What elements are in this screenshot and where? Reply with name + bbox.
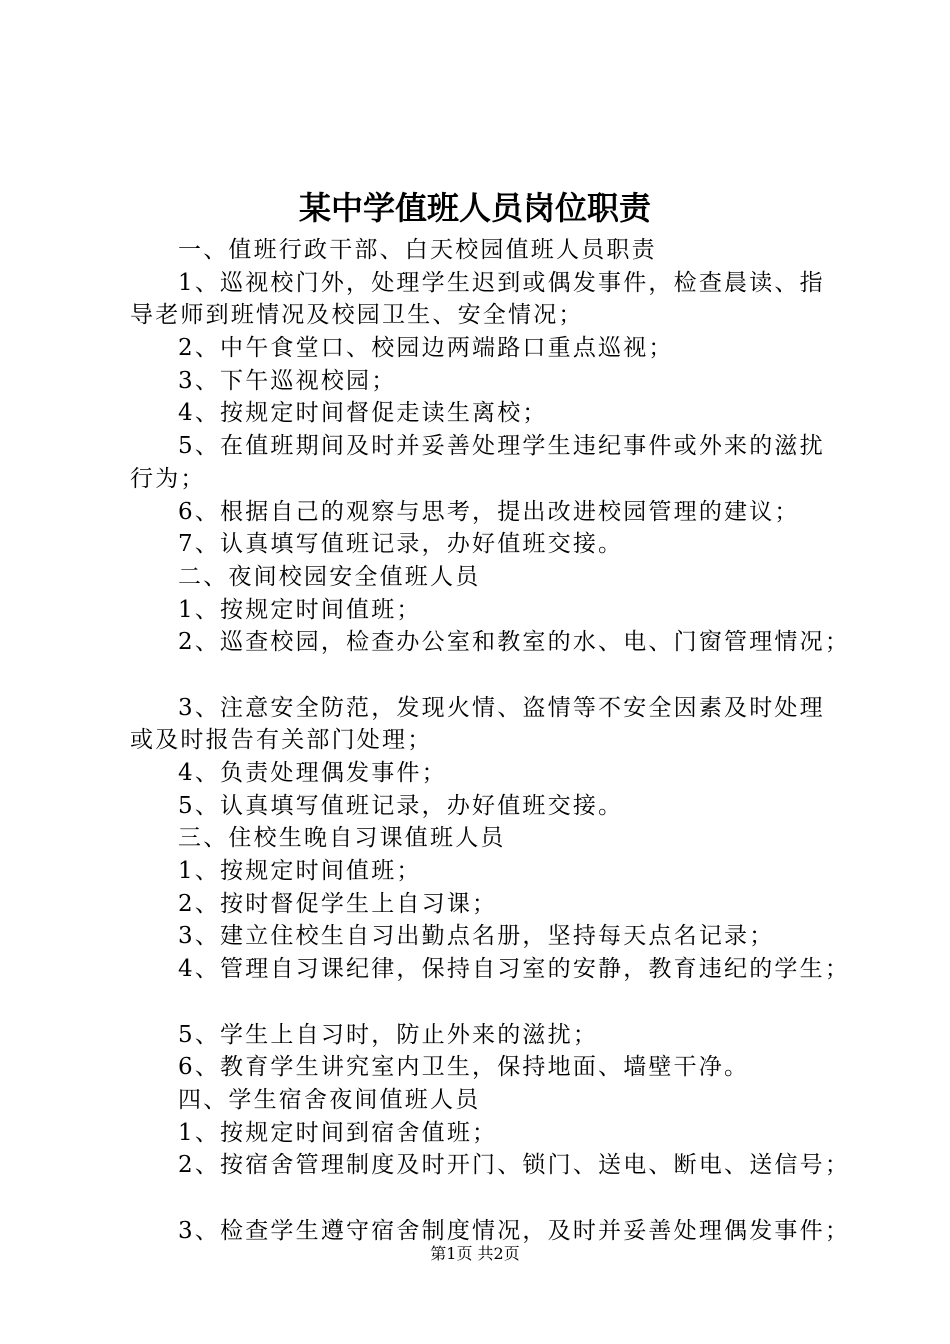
- blank-line: [130, 1182, 840, 1215]
- paragraph-line: 1、按规定时间值班；: [178, 858, 422, 885]
- section-heading: 一、值班行政干部、白天校园值班人员职责: [178, 237, 657, 263]
- paragraph-line: 6、根据自己的观察与思考，提出改进校园管理的建议；: [178, 498, 800, 525]
- paragraph-line: 3、检查学生遵守宿舍制度情况，及时并妥善处理偶发事件；: [178, 1217, 851, 1244]
- paragraph-line: 7、认真填写值班记录，办好值班交接。: [178, 531, 624, 558]
- paragraph-line: 5、认真填写值班记录，办好值班交接。: [178, 792, 624, 819]
- paragraph-line: 3、建立住校生自习出勤点名册，坚持每天点名记录；: [178, 923, 775, 950]
- section-heading: 三、住校生晚自习课值班人员: [178, 825, 506, 852]
- paragraph-line: 2、按宿舍管理制度及时开门、锁门、送电、断电、送信号；: [178, 1152, 851, 1179]
- paragraph-line: 行为；: [130, 465, 206, 492]
- paragraph-line: 3、注意安全防范，发现火情、盗情等不安全因素及时处理: [178, 694, 825, 721]
- paragraph-line: 2、中午食堂口、校园边两端路口重点巡视；: [178, 335, 674, 362]
- paragraph-line: 3、下午巡视校园；: [178, 367, 397, 394]
- blank-line: [130, 659, 840, 692]
- section-heading: 二、夜间校园安全值班人员: [178, 563, 481, 590]
- paragraph-line: 导老师到班情况及校园卫生、安全情况；: [130, 302, 584, 329]
- paragraph-line: 4、管理自习课纪律，保持自习室的安静，教育违纪的学生；: [178, 956, 851, 983]
- paragraph-line: 1、按规定时间到宿舍值班；: [178, 1119, 498, 1146]
- paragraph-line: 1、按规定时间值班；: [178, 596, 422, 623]
- paragraph-line: 5、在值班期间及时并妥善处理学生违纪事件或外来的滋扰: [178, 433, 825, 460]
- page-title: 某中学值班人员岗位职责: [298, 189, 651, 227]
- paragraph-line: 2、按时督促学生上自习课；: [178, 890, 498, 917]
- section-heading: 四、学生宿舍夜间值班人员: [178, 1086, 481, 1113]
- document-body: [130, 234, 851, 1247]
- paragraph-line: 或及时报告有关部门处理；: [130, 727, 433, 754]
- paragraph-line: 4、按规定时间督促走读生离校；: [178, 400, 548, 427]
- blank-line: [130, 986, 840, 1019]
- paragraph-line: 1、巡视校门外，处理学生迟到或偶发事件，检查晨读、指: [178, 269, 825, 296]
- paragraph-line: 4、负责处理偶发事件；: [178, 760, 447, 786]
- paragraph-line: 2、巡查校园，检查办公室和教室的水、电、门窗管理情况；: [178, 629, 851, 656]
- paragraph-line: 6、教育学生讲究室内卫生，保持地面、墙壁干净。: [178, 1054, 750, 1081]
- paragraph-line: 5、学生上自习时，防止外来的滋扰；: [178, 1021, 599, 1048]
- page-number: 第1页 共2页: [430, 1244, 520, 1263]
